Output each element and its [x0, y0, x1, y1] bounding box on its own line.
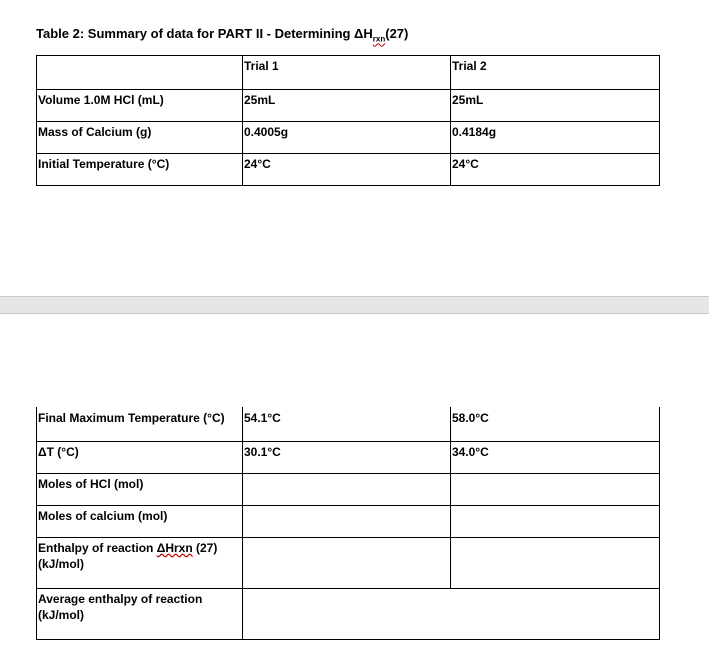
enthalpy-label-prefix: Enthalpy of reaction: [38, 541, 157, 555]
table-row: [37, 474, 660, 506]
table-row: [37, 442, 660, 474]
header-cell-trial-2[interactable]: Trial 2: [451, 56, 660, 90]
trial-2-cell[interactable]: [451, 506, 660, 538]
enthalpy-label-units: (kJ/mol): [38, 557, 85, 571]
enthalpy-label-symbol: ΔHrxn: [156, 541, 193, 555]
row-label[interactable]: [37, 538, 243, 589]
average-label: Average enthalpy of reaction: [38, 592, 203, 606]
row-label[interactable]: Volume 1.0M HCl (mL): [37, 90, 243, 122]
enthalpy-row: [37, 538, 660, 589]
trial-1-cell[interactable]: 24°C: [243, 154, 451, 186]
table-row: [37, 90, 660, 122]
trial-2-cell[interactable]: 24°C: [451, 154, 660, 186]
average-row: [37, 589, 660, 640]
trial-2-cell[interactable]: [451, 474, 660, 506]
row-label[interactable]: [37, 589, 243, 640]
trial-1-cell[interactable]: 54.1°C: [243, 407, 451, 442]
data-table-top: [36, 55, 660, 186]
trial-1-cell[interactable]: 25mL: [243, 90, 451, 122]
row-label[interactable]: Moles of HCl (mol): [37, 474, 243, 506]
enthalpy-label-suffix: (27): [192, 541, 218, 555]
title-prefix: Table 2: Summary of data for PART II - Determining ΔH: [36, 26, 373, 41]
table-row: [37, 407, 660, 442]
trial-1-cell[interactable]: [243, 538, 451, 589]
average-label-units: (kJ/mol): [38, 608, 85, 622]
row-label[interactable]: Mass of Calcium (g): [37, 122, 243, 154]
trial-2-cell[interactable]: 25mL: [451, 90, 660, 122]
row-label[interactable]: Final Maximum Temperature (°C): [37, 407, 243, 442]
table-row: [37, 122, 660, 154]
average-value-cell[interactable]: [243, 589, 660, 640]
trial-1-cell[interactable]: 30.1°C: [243, 442, 451, 474]
table-row: [37, 506, 660, 538]
trial-1-cell[interactable]: [243, 474, 451, 506]
table-header-row: [37, 56, 660, 90]
row-label[interactable]: Moles of calcium (mol): [37, 506, 243, 538]
title-suffix: (27): [385, 26, 409, 41]
header-cell-trial-1[interactable]: Trial 1: [243, 56, 451, 90]
trial-2-cell[interactable]: 34.0°C: [451, 442, 660, 474]
page-break-gap: [0, 296, 709, 314]
table-title: [36, 26, 408, 44]
data-table-bottom: [36, 407, 660, 640]
trial-1-cell[interactable]: 0.4005g: [243, 122, 451, 154]
row-label[interactable]: ΔT (°C): [37, 442, 243, 474]
trial-2-cell[interactable]: [451, 538, 660, 589]
row-label[interactable]: Initial Temperature (°C): [37, 154, 243, 186]
trial-2-cell[interactable]: 0.4184g: [451, 122, 660, 154]
trial-1-cell[interactable]: [243, 506, 451, 538]
title-subscript: rxn: [372, 34, 386, 44]
header-cell-blank[interactable]: [37, 56, 243, 90]
trial-2-cell[interactable]: 58.0°C: [451, 407, 660, 442]
table-row: [37, 154, 660, 186]
